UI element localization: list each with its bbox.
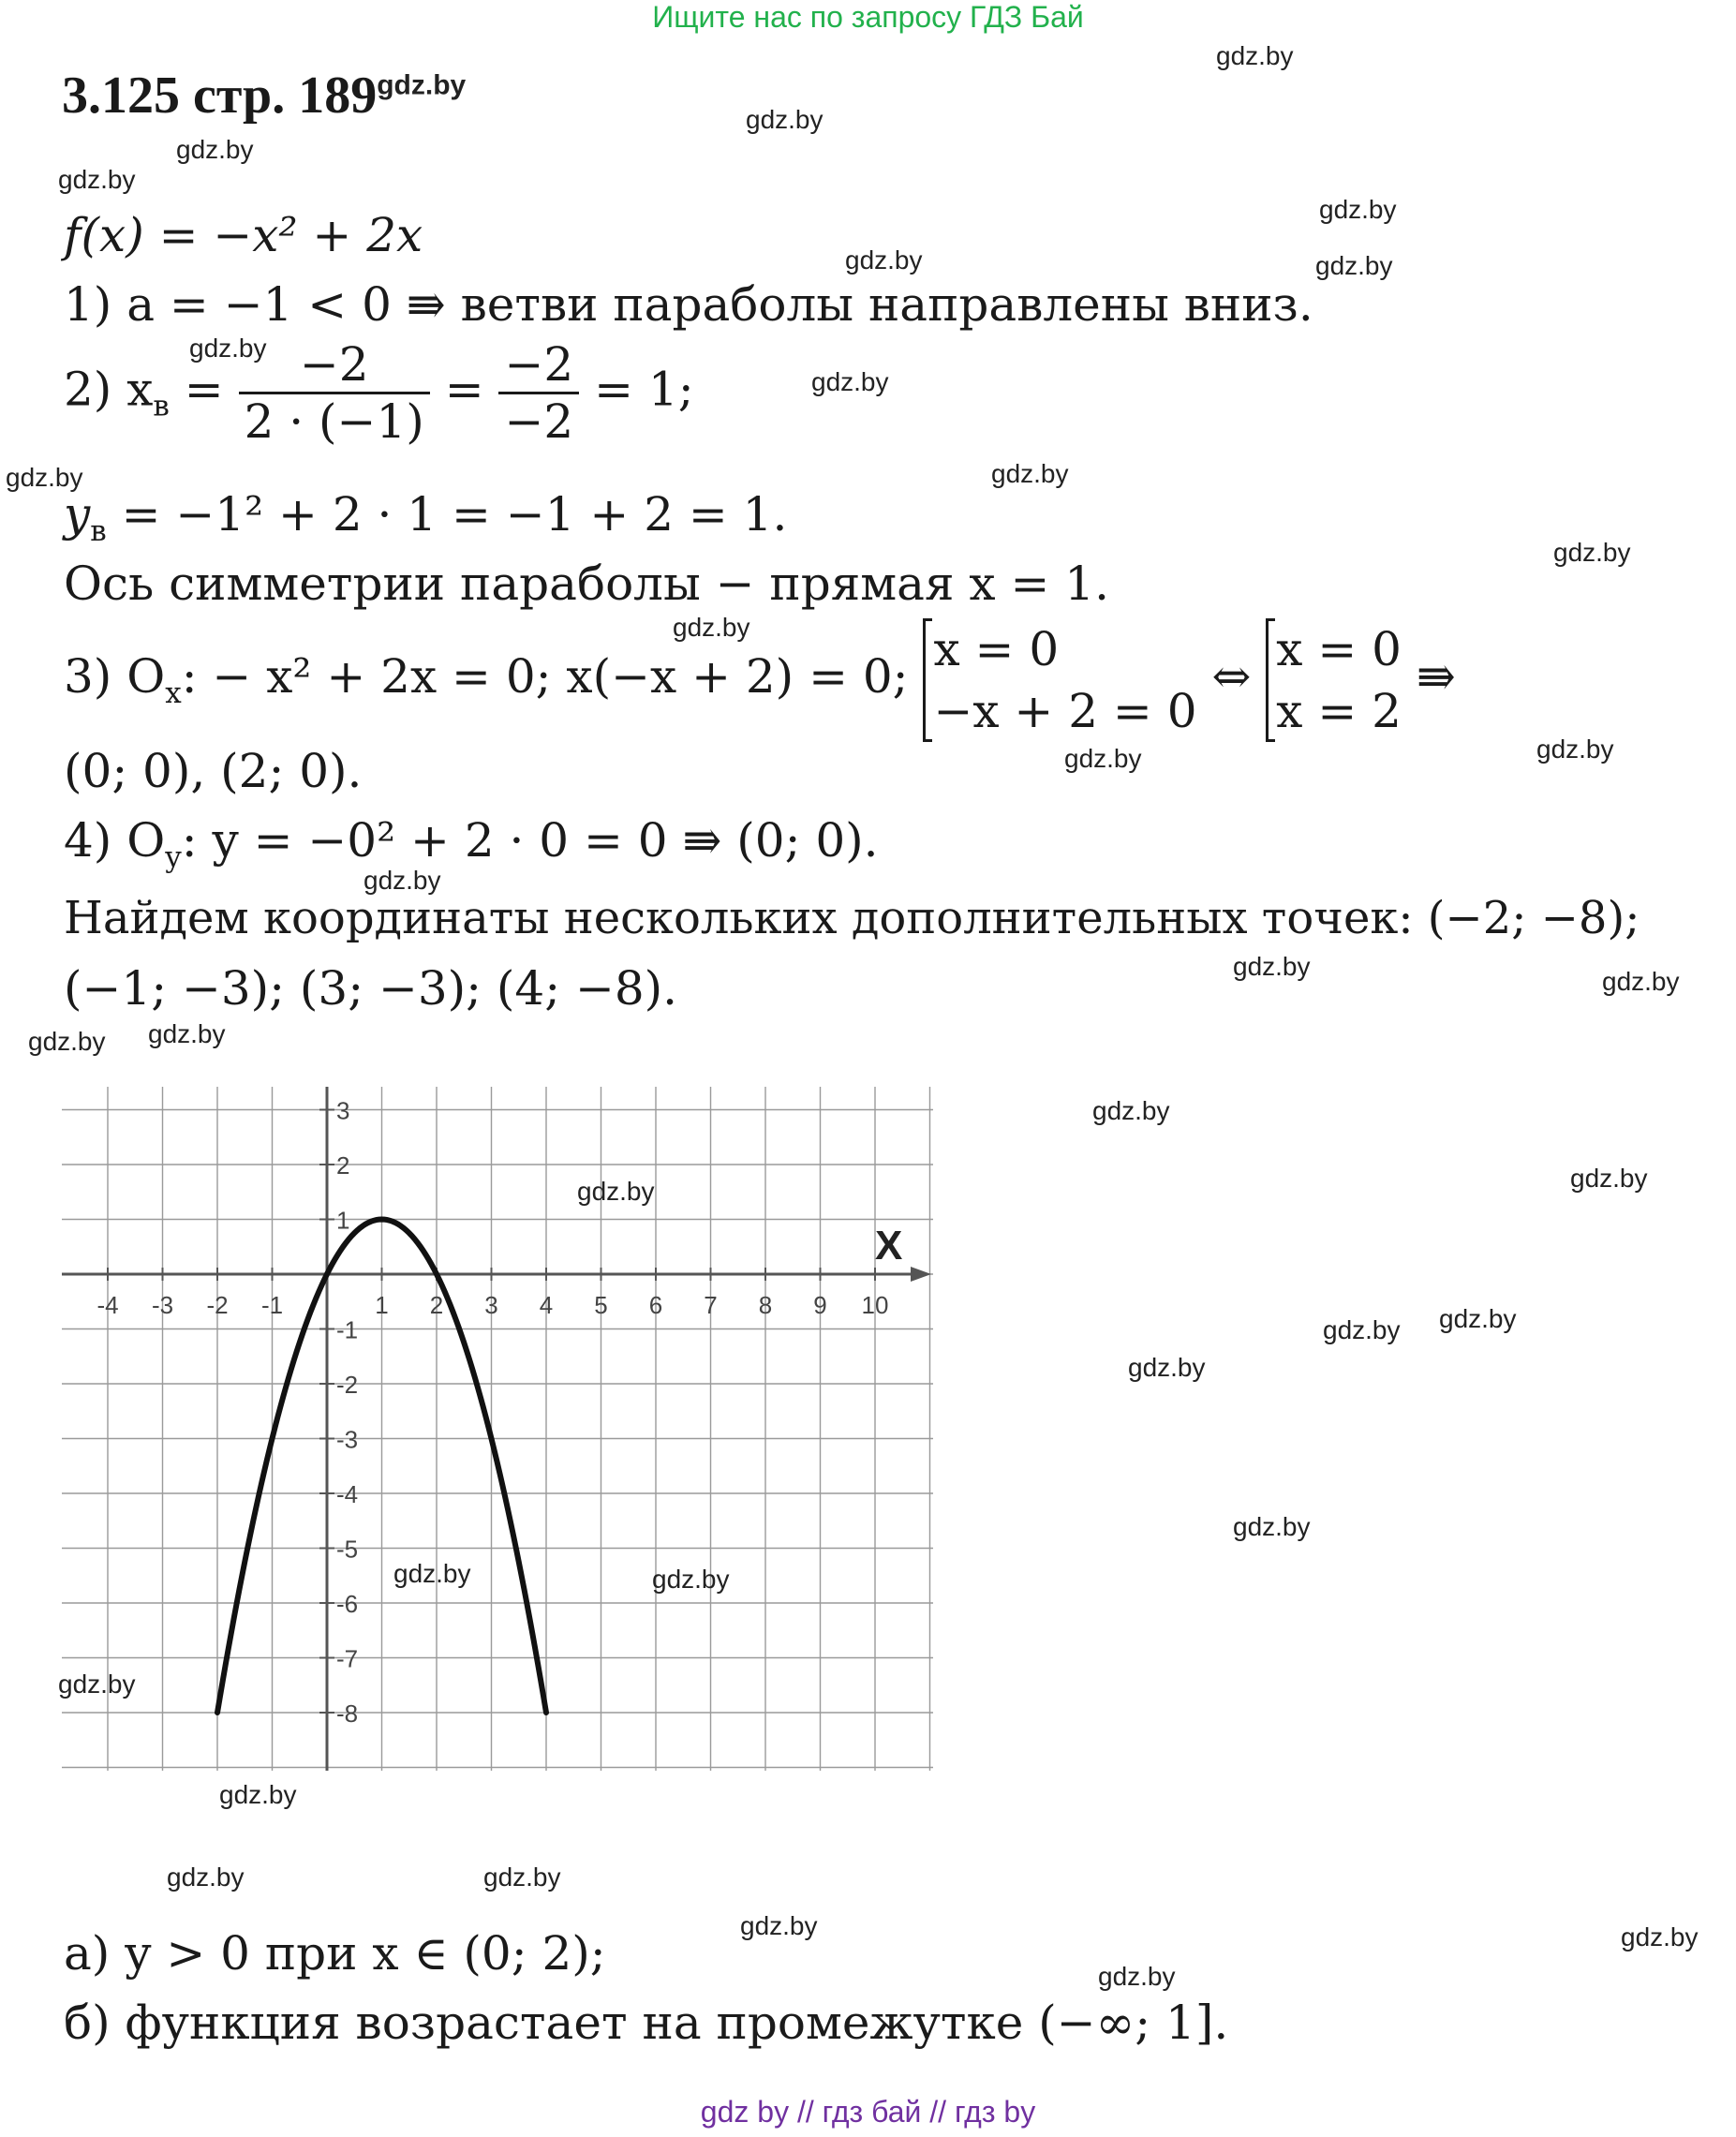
watermark: gdz.by	[58, 165, 136, 194]
watermark: gdz.by	[167, 1862, 245, 1892]
step-3: 3) $O_x$: − x² + 2x = 0; x(−x + 2) = 0; x = 0 −x + 2 = 0 ⇔ x = 0 x = 2 ⇛	[64, 618, 1456, 742]
y-tick-label: -3	[336, 1425, 359, 1454]
watermark: gdz.by	[811, 367, 889, 396]
fraction-1: $\frac{-2}{2 \cdot (-1)}$	[239, 337, 430, 449]
x-tick-label: 6	[648, 1291, 663, 1319]
step-2: 2) $x_в$ = $\frac{-2}{2 \cdot (-1)}$ = $\frac{-2}{-2}$ = 1;	[64, 337, 694, 449]
watermark: gdz.by	[1621, 1922, 1699, 1951]
top-banner[interactable]: Ищите нас по запросу ГДЗ Бай	[652, 0, 1084, 34]
y-tick-label: -6	[336, 1590, 359, 1618]
watermark: gdz.by	[483, 1862, 561, 1892]
watermark: gdz.by	[1315, 251, 1393, 280]
x-tick-label: 4	[539, 1291, 554, 1319]
watermark: gdz.by	[746, 105, 823, 134]
watermark: gdz.by	[577, 1177, 655, 1206]
extra-points-1: Найдем координаты нескольких дополнительных точек: (−2; −8);	[64, 892, 1640, 944]
watermark: gdz.by	[1098, 1962, 1176, 1991]
fraction-2: $\frac{-2}{-2}$	[498, 337, 579, 449]
watermark: gdz.by	[6, 463, 83, 492]
watermark: gdz.by	[1439, 1304, 1517, 1333]
x-tick-label: 5	[594, 1291, 608, 1319]
answer-b: б) функция возрастает на промежутке (−∞; 1].	[64, 1996, 1229, 2050]
x-tick-label: -3	[151, 1291, 174, 1319]
title-watermark: gdz.by	[377, 69, 467, 101]
y-tick-label: -7	[336, 1644, 359, 1673]
watermark: gdz.by	[673, 613, 750, 642]
x-tick-label: 2	[429, 1291, 444, 1319]
x-axis-label: X	[875, 1223, 903, 1269]
x-tick-label: 10	[861, 1291, 889, 1319]
symmetry-axis: Ось симметрии параболы − прямая x = 1.	[64, 557, 1110, 611]
vertex-y: $y_в = -1^2 + 2 \cdot 1 = -1 + 2 = 1$.	[64, 487, 788, 548]
system-1: x = 0 −x + 2 = 0	[923, 618, 1196, 742]
answer-a: а) y > 0 при x ∈ (0; 2);	[64, 1926, 606, 1981]
watermark: gdz.by	[845, 245, 923, 275]
x-tick-label: 9	[813, 1291, 827, 1319]
x-tick-label: -4	[96, 1291, 119, 1319]
page-title: 3.125 стр. $189^{gdz.by}$	[62, 67, 467, 125]
watermark: gdz.by	[58, 1670, 136, 1699]
watermark: gdz.by	[740, 1911, 818, 1940]
watermark: gdz.by	[189, 334, 267, 363]
y-tick-label: 3	[336, 1096, 350, 1125]
y-tick-label: -2	[336, 1371, 359, 1399]
watermark: gdz.by	[393, 1559, 471, 1588]
watermark: gdz.by	[1233, 1512, 1311, 1541]
x-tick-label: -1	[260, 1291, 284, 1319]
x-intercepts: (0; 0), (2; 0).	[64, 744, 363, 798]
watermark: gdz.by	[1536, 735, 1614, 764]
watermark: gdz.by	[364, 866, 441, 895]
watermark: gdz.by	[1092, 1096, 1170, 1125]
y-tick-label: -8	[336, 1699, 359, 1728]
watermark: gdz.by	[1319, 195, 1397, 224]
watermark: gdz.by	[28, 1027, 106, 1056]
watermark: gdz.by	[1602, 967, 1680, 996]
y-tick-label: 1	[336, 1206, 350, 1235]
watermark: gdz.by	[1064, 744, 1142, 773]
watermark: gdz.by	[991, 459, 1069, 488]
watermark: gdz.by	[1553, 538, 1631, 567]
parabola-graph	[62, 1087, 942, 1780]
watermark: gdz.by	[1233, 952, 1311, 981]
y-tick-label: 2	[336, 1151, 350, 1180]
footer-links[interactable]: gdz by // гдз бай // гдз by	[700, 2095, 1036, 2129]
x-tick-label: 7	[704, 1291, 718, 1319]
x-tick-label: -2	[206, 1291, 229, 1319]
system-2: x = 0 x = 2	[1266, 618, 1402, 742]
watermark: gdz.by	[1323, 1315, 1401, 1344]
y-tick-label: -1	[336, 1315, 359, 1344]
step-1: 1) a = −1 < 0 ⇛ ветви параболы направлены вниз.	[64, 277, 1313, 332]
watermark: gdz.by	[652, 1565, 730, 1594]
watermark: gdz.by	[148, 1019, 226, 1048]
x-tick-label: 8	[758, 1291, 773, 1319]
x-axis-arrow	[911, 1267, 931, 1282]
y-tick-label: -4	[336, 1480, 359, 1508]
function-definition: f(x) = −x² + 2x	[64, 208, 423, 262]
x-tick-label: 1	[375, 1291, 389, 1319]
watermark: gdz.by	[1570, 1164, 1648, 1193]
watermark: gdz.by	[176, 135, 254, 164]
watermark: gdz.by	[1216, 41, 1294, 70]
step-4: 4) $O_y$: y = −0² + 2 · 0 = 0 ⇛ (0; 0).	[64, 813, 879, 874]
watermark: gdz.by	[219, 1780, 297, 1809]
x-tick-label: 3	[484, 1291, 498, 1319]
watermark: gdz.by	[1128, 1353, 1206, 1382]
y-tick-label: -5	[336, 1535, 359, 1564]
extra-points-2: (−1; −3); (3; −3); (4; −8).	[64, 961, 678, 1016]
